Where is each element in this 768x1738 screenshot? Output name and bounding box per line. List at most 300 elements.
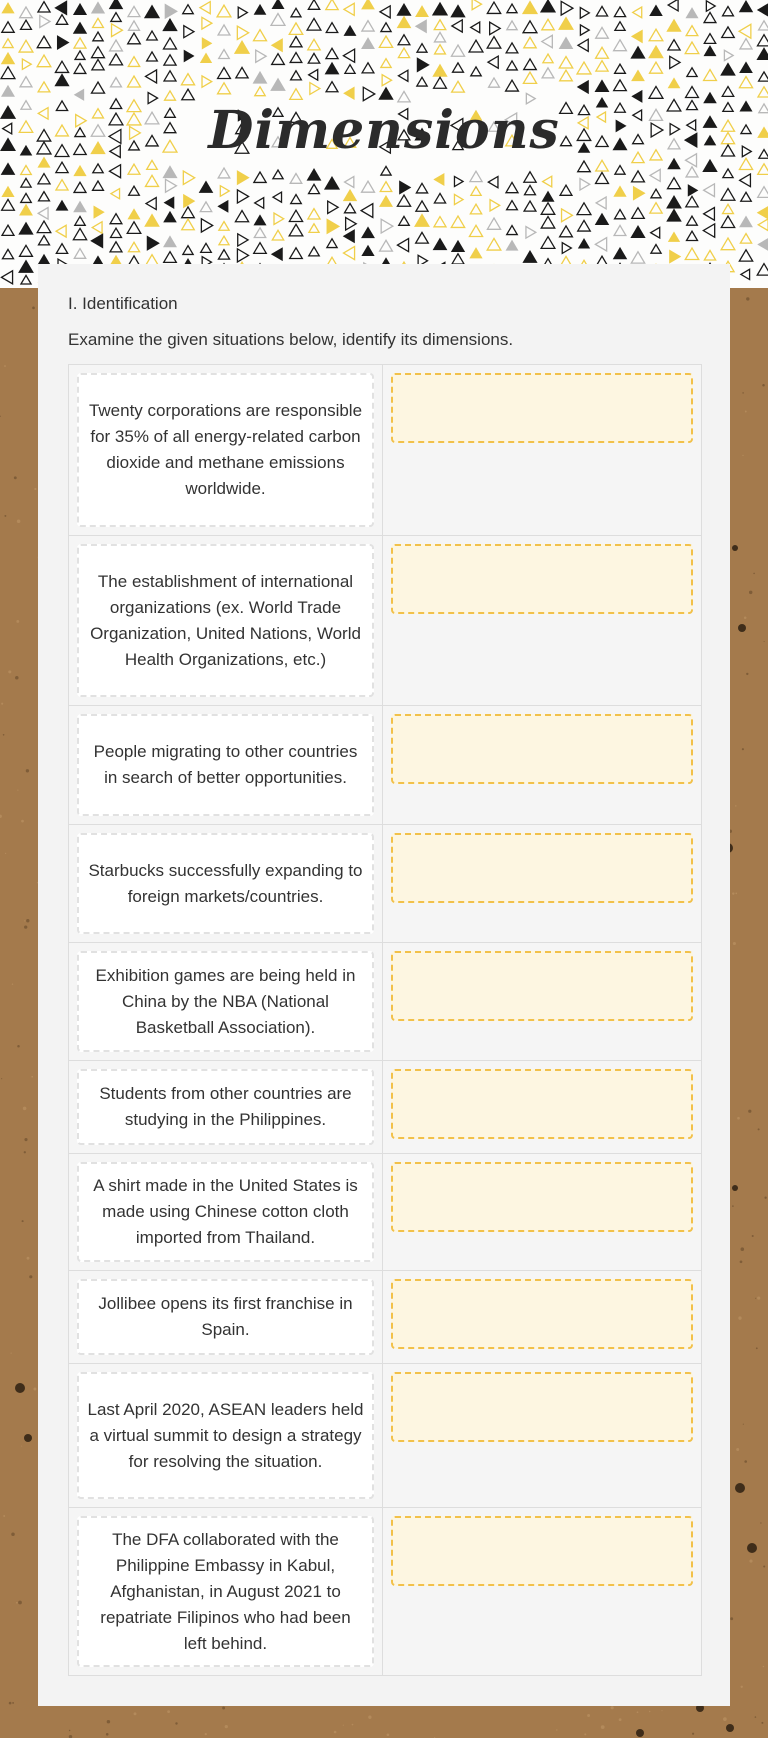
pattern-triangle	[254, 172, 266, 182]
pattern-triangle	[309, 184, 320, 193]
pattern-triangle	[506, 80, 519, 91]
page-title: Dimensions	[208, 100, 560, 161]
pattern-triangle	[290, 89, 302, 100]
pattern-triangle	[669, 233, 679, 242]
pattern-triangle	[454, 194, 463, 204]
pattern-triangle	[308, 53, 319, 63]
pattern-triangle	[721, 238, 735, 250]
situation-card[interactable]: The DFA collaborated with the Philippine Embassy in Kabul, Afghanistan, in August 2021 to repatriate Filipinos who had been left behind.	[77, 1516, 374, 1667]
wood-speck	[21, 820, 24, 823]
pattern-triangle	[325, 177, 339, 189]
pattern-triangle	[219, 50, 230, 59]
pattern-triangle	[382, 75, 391, 86]
pattern-triangle	[724, 50, 733, 60]
pattern-triangle	[649, 46, 662, 57]
pattern-triangle	[2, 22, 14, 33]
pattern-triangle	[559, 57, 572, 68]
pattern-triangle	[345, 26, 356, 35]
wood-speck	[22, 1220, 24, 1222]
pattern-triangle	[200, 182, 212, 192]
pattern-triangle	[218, 25, 230, 35]
pattern-triangle	[129, 210, 140, 219]
situation-card[interactable]: Starbucks successfully expanding to foreign markets/countries.	[77, 833, 374, 934]
pattern-triangle	[254, 30, 267, 41]
pattern-triangle	[182, 207, 195, 218]
pattern-triangle	[670, 251, 680, 263]
pattern-triangle	[20, 205, 32, 215]
pattern-triangle	[488, 56, 498, 68]
pattern-triangle	[471, 187, 481, 196]
pattern-triangle	[2, 53, 14, 63]
wood-speck	[762, 384, 765, 387]
pattern-triangle	[739, 250, 752, 261]
pattern-triangle	[291, 71, 302, 80]
pattern-triangle	[759, 239, 768, 250]
wood-speck	[763, 1565, 765, 1567]
pattern-triangle	[416, 232, 429, 243]
pattern-triangle	[361, 204, 373, 218]
pattern-triangle	[398, 4, 411, 15]
pattern-triangle	[453, 63, 464, 72]
wood-ink-spot	[738, 624, 746, 632]
pattern-triangle	[309, 70, 318, 81]
pattern-triangle	[254, 72, 267, 83]
pattern-triangle	[2, 199, 15, 210]
pattern-triangle	[217, 5, 231, 17]
situation-card[interactable]: Exhibition games are being held in China by the NBA (National Basketball Association).	[77, 951, 374, 1052]
pattern-triangle	[184, 195, 194, 207]
pattern-triangle	[633, 7, 642, 18]
pattern-triangle	[111, 189, 120, 199]
pattern-triangle	[596, 172, 609, 183]
pattern-triangle	[127, 222, 141, 234]
pattern-triangle	[129, 186, 140, 195]
pattern-triangle	[74, 202, 85, 212]
pattern-triangle	[93, 181, 104, 190]
pattern-triangle	[343, 247, 354, 260]
wood-ink-spot	[726, 1724, 734, 1732]
pattern-triangle	[20, 245, 33, 256]
pattern-triangle	[398, 48, 409, 58]
pattern-triangle	[94, 207, 103, 218]
pattern-triangle	[704, 250, 715, 260]
pattern-triangle	[38, 174, 50, 184]
pattern-triangle	[218, 68, 231, 79]
pattern-triangle	[507, 4, 517, 13]
pattern-triangle	[344, 190, 356, 200]
pattern-triangle	[200, 2, 210, 14]
pattern-triangle	[416, 201, 428, 211]
pattern-triangle	[164, 71, 176, 81]
pattern-triangle	[632, 226, 645, 237]
pattern-triangle	[165, 179, 176, 192]
pattern-triangle	[434, 217, 446, 227]
wood-speck	[107, 1720, 110, 1723]
pattern-triangle	[21, 20, 32, 29]
pattern-triangle	[291, 195, 302, 204]
pattern-triangle	[723, 169, 733, 178]
pattern-triangle	[112, 24, 123, 37]
pattern-triangle	[19, 40, 33, 52]
wood-speck	[24, 1151, 26, 1153]
pattern-triangle	[723, 7, 734, 16]
wood-speck	[692, 1733, 694, 1735]
pattern-triangle	[596, 27, 609, 38]
pattern-triangle	[238, 234, 248, 246]
pattern-triangle	[307, 18, 321, 30]
pattern-triangle	[164, 212, 175, 222]
wood-speck	[16, 1602, 18, 1604]
pattern-triangle	[758, 4, 768, 16]
pattern-triangle	[667, 196, 681, 208]
pattern-triangle	[74, 63, 86, 73]
pattern-triangle	[308, 0, 319, 9]
wood-speck	[32, 307, 35, 310]
pattern-triangle	[578, 161, 591, 172]
pattern-triangle	[201, 54, 211, 63]
pattern-triangle	[128, 164, 140, 174]
answer-drop-zone[interactable]	[391, 1516, 693, 1586]
pattern-triangle	[471, 248, 482, 257]
wood-speck	[23, 1107, 27, 1111]
pattern-triangle	[56, 225, 66, 237]
situation-card[interactable]: A shirt made in the United States is made using Chinese cotton cloth imported from Thailand.	[77, 1162, 374, 1262]
pattern-triangle	[596, 81, 609, 92]
pattern-triangle	[632, 47, 645, 58]
pattern-triangle	[541, 0, 555, 12]
pattern-triangle	[128, 57, 139, 67]
pattern-triangle	[723, 204, 734, 213]
pattern-triangle	[2, 249, 13, 258]
pattern-triangle	[417, 58, 428, 71]
pattern-triangle	[524, 251, 537, 262]
pattern-triangle	[651, 227, 660, 238]
pattern-triangle	[326, 82, 338, 92]
pattern-triangle	[758, 164, 768, 175]
pattern-triangle	[398, 35, 410, 45]
wood-speck	[134, 1712, 137, 1715]
pattern-triangle	[507, 201, 518, 210]
pattern-triangle	[20, 77, 32, 87]
wood-ink-spot	[735, 1483, 745, 1493]
pattern-triangle	[219, 236, 229, 245]
pattern-triangle	[74, 38, 86, 48]
wood-speck	[0, 815, 2, 818]
pattern-triangle	[128, 33, 141, 44]
pattern-triangle	[523, 72, 536, 83]
pattern-triangle	[38, 208, 48, 220]
pattern-triangle	[416, 183, 427, 193]
pattern-triangle	[19, 261, 33, 272]
pattern-triangle	[74, 182, 86, 192]
pattern-triangle	[704, 184, 715, 197]
wood-speck	[33, 1388, 36, 1391]
pattern-triangle	[667, 210, 680, 221]
answer-drop-zone[interactable]	[391, 951, 693, 1021]
pattern-triangle	[164, 252, 177, 263]
pattern-triangle	[649, 29, 663, 41]
wood-speck	[556, 1729, 557, 1730]
pattern-triangle	[632, 171, 645, 182]
pattern-triangle	[669, 79, 679, 88]
pattern-triangle	[21, 165, 32, 174]
wood-speck	[175, 1722, 177, 1724]
answer-drop-zone[interactable]	[391, 1162, 693, 1232]
pattern-triangle	[326, 63, 339, 74]
pattern-triangle	[289, 224, 303, 236]
wood-speck	[758, 1128, 760, 1130]
pattern-triangle	[1, 271, 12, 284]
pattern-triangle	[3, 3, 14, 12]
answer-drop-zone[interactable]	[391, 1069, 693, 1139]
pattern-triangle	[218, 168, 230, 178]
wood-speck	[16, 620, 19, 623]
pattern-triangle	[21, 178, 31, 187]
pattern-triangle	[650, 62, 663, 73]
pattern-triangle	[721, 64, 734, 75]
pattern-triangle	[56, 244, 67, 254]
pattern-triangle	[37, 55, 51, 67]
wood-speck	[743, 1424, 744, 1425]
pattern-triangle	[39, 192, 50, 201]
wood-speck	[343, 1725, 344, 1726]
pattern-triangle	[92, 47, 105, 58]
pattern-triangle	[686, 167, 698, 177]
wood-speck	[12, 983, 13, 984]
wood-speck	[740, 1260, 743, 1263]
pattern-triangle	[238, 171, 249, 184]
pattern-triangle	[254, 243, 267, 254]
table-row	[69, 1507, 701, 1675]
pattern-triangle	[164, 55, 176, 65]
wood-speck	[755, 1298, 756, 1299]
pattern-triangle	[57, 201, 68, 210]
answer-drop-zone[interactable]	[391, 714, 693, 784]
pattern-triangle	[183, 171, 194, 184]
wood-speck	[18, 1601, 22, 1605]
pattern-triangle	[3, 39, 13, 48]
pattern-triangle	[507, 241, 518, 250]
pattern-triangle	[722, 27, 735, 38]
pattern-triangle	[433, 3, 447, 15]
wood-speck	[29, 1275, 32, 1278]
pattern-triangle	[343, 49, 354, 62]
situation-card[interactable]: Last April 2020, ASEAN leaders held a virtual summit to design a strategy for resolving the situation.	[77, 1372, 374, 1499]
pattern-triangle	[524, 37, 536, 48]
pattern-triangle	[2, 164, 14, 175]
pattern-triangle	[165, 197, 174, 207]
pattern-triangle	[379, 36, 392, 47]
pattern-triangle	[686, 26, 698, 36]
wood-speck	[761, 1722, 763, 1724]
situation-card[interactable]: Students from other countries are studying in the Philippines.	[77, 1069, 374, 1145]
pattern-triangle	[289, 210, 302, 221]
pattern-triangle	[740, 63, 751, 73]
pattern-triangle	[451, 216, 464, 227]
pattern-triangle	[454, 176, 463, 186]
wood-speck	[756, 1347, 758, 1349]
pattern-triangle	[164, 237, 176, 247]
pattern-triangle	[145, 6, 159, 18]
pattern-triangle	[398, 70, 407, 81]
wood-speck	[27, 1257, 30, 1260]
pattern-triangle	[362, 0, 373, 9]
pattern-triangle	[686, 231, 697, 240]
pattern-triangle	[237, 190, 248, 203]
answer-drop-zone[interactable]	[391, 373, 693, 443]
wood-speck	[763, 1666, 764, 1667]
pattern-triangle	[289, 23, 303, 34]
pattern-triangle	[164, 167, 177, 178]
situation-card[interactable]: The establishment of international organizations (ex. World Trade Organization, United Nations, World Health Organizations, etc.)	[77, 544, 374, 697]
wood-speck	[8, 670, 11, 673]
pattern-triangle	[541, 217, 555, 229]
pattern-triangle	[92, 222, 102, 234]
wood-speck	[723, 1717, 727, 1721]
pattern-triangle	[362, 181, 375, 192]
pattern-triangle	[56, 162, 68, 172]
wood-speck	[746, 673, 748, 675]
pattern-triangle	[91, 82, 104, 93]
pattern-triangle	[22, 59, 31, 69]
pattern-triangle	[541, 203, 555, 215]
matching-table	[68, 364, 702, 1676]
pattern-triangle	[685, 248, 698, 259]
pattern-triangle	[56, 75, 69, 86]
pattern-triangle	[255, 216, 266, 225]
situation-card[interactable]: Jollibee opens its first franchise in Spain.	[77, 1279, 374, 1355]
pattern-triangle	[238, 7, 247, 18]
pattern-triangle	[740, 1, 752, 11]
pattern-triangle	[146, 198, 156, 210]
pattern-triangle	[128, 76, 141, 87]
pattern-triangle	[381, 166, 391, 175]
wood-speck	[742, 455, 743, 456]
wood-speck	[749, 591, 752, 594]
answer-drop-zone[interactable]	[391, 1372, 693, 1442]
pattern-triangle	[255, 198, 264, 209]
pattern-triangle	[219, 222, 229, 231]
pattern-triangle	[758, 87, 768, 97]
pattern-triangle	[704, 70, 717, 81]
wood-speck	[619, 1718, 622, 1721]
pattern-triangle	[452, 241, 464, 251]
pattern-triangle	[254, 228, 265, 238]
pattern-triangle	[632, 31, 642, 43]
pattern-triangle	[346, 218, 357, 230]
pattern-triangle	[201, 243, 212, 252]
pattern-triangle	[381, 23, 391, 32]
pattern-triangle	[400, 181, 410, 193]
wood-speck	[14, 476, 17, 479]
pattern-triangle	[434, 32, 445, 41]
situation-card[interactable]: People migrating to other countries in search of better opportunities.	[77, 714, 374, 816]
pattern-triangle	[308, 169, 321, 180]
pattern-triangle	[452, 20, 462, 32]
pattern-triangle	[470, 171, 482, 181]
pattern-triangle	[362, 63, 374, 73]
pattern-triangle	[2, 86, 14, 96]
pattern-triangle	[687, 216, 698, 225]
pattern-triangle	[202, 17, 212, 29]
pattern-triangle	[309, 247, 319, 256]
pattern-triangle	[686, 87, 699, 98]
pattern-triangle	[758, 48, 768, 59]
pattern-triangle	[687, 68, 697, 77]
pattern-triangle	[721, 216, 734, 227]
pattern-triangle	[562, 243, 571, 254]
wood-speck	[753, 573, 755, 575]
pattern-triangle	[543, 176, 552, 187]
answer-drop-zone[interactable]	[391, 544, 693, 614]
pattern-triangle	[434, 193, 445, 203]
section-title: I. Identification	[68, 294, 178, 313]
situation-card[interactable]: Twenty corporations are responsible for 35% of all energy-related carbon dioxide and methane emissions worldwide.	[77, 373, 374, 527]
pattern-triangle	[271, 79, 284, 90]
pattern-triangle	[201, 219, 212, 232]
pattern-triangle	[759, 72, 768, 81]
pattern-triangle	[451, 45, 464, 56]
pattern-triangle	[740, 217, 752, 227]
pattern-triangle	[472, 0, 481, 10]
pattern-triangle	[93, 18, 104, 27]
pattern-triangle	[21, 193, 32, 202]
wood-speck	[742, 748, 744, 750]
pattern-triangle	[55, 61, 68, 72]
pattern-triangle	[184, 51, 193, 61]
pattern-triangle	[110, 40, 123, 51]
pattern-triangle	[667, 20, 680, 31]
pattern-triangle	[615, 166, 625, 175]
pattern-triangle	[271, 13, 285, 25]
table-row	[69, 1153, 701, 1270]
pattern-triangle	[273, 192, 282, 202]
pattern-triangle	[506, 182, 518, 192]
wood-speck	[17, 1045, 20, 1048]
pattern-triangle	[3, 187, 14, 196]
pattern-triangle	[524, 59, 537, 70]
wood-speck	[745, 411, 747, 413]
table-row	[69, 365, 701, 535]
wood-speck	[744, 617, 747, 620]
pattern-triangle	[184, 26, 194, 38]
pattern-triangle	[758, 207, 768, 219]
pattern-triangle	[1, 67, 15, 79]
instructions: Examine the given situations below, identify its dimensions.	[68, 330, 514, 349]
answer-drop-zone[interactable]	[391, 1279, 693, 1349]
pattern-triangle	[111, 78, 122, 87]
pattern-triangle	[580, 8, 589, 19]
wood-speck	[352, 1724, 354, 1726]
pattern-triangle	[596, 47, 609, 58]
wood-speck	[757, 1297, 760, 1300]
wood-speck	[167, 1710, 170, 1713]
pattern-triangle	[110, 0, 122, 8]
wood-speck	[741, 1247, 745, 1251]
wood-speck	[730, 1617, 733, 1620]
pattern-triangle	[58, 36, 69, 49]
pattern-triangle	[344, 203, 355, 212]
pattern-triangle	[435, 174, 444, 185]
wood-speck	[24, 920, 25, 921]
table-row	[69, 1270, 701, 1363]
pattern-triangle	[704, 208, 715, 221]
answer-drop-zone[interactable]	[391, 833, 693, 903]
wood-speck	[601, 1725, 605, 1729]
pattern-triangle	[433, 65, 446, 76]
worksheet-card	[38, 264, 730, 1706]
pattern-triangle	[37, 36, 51, 48]
